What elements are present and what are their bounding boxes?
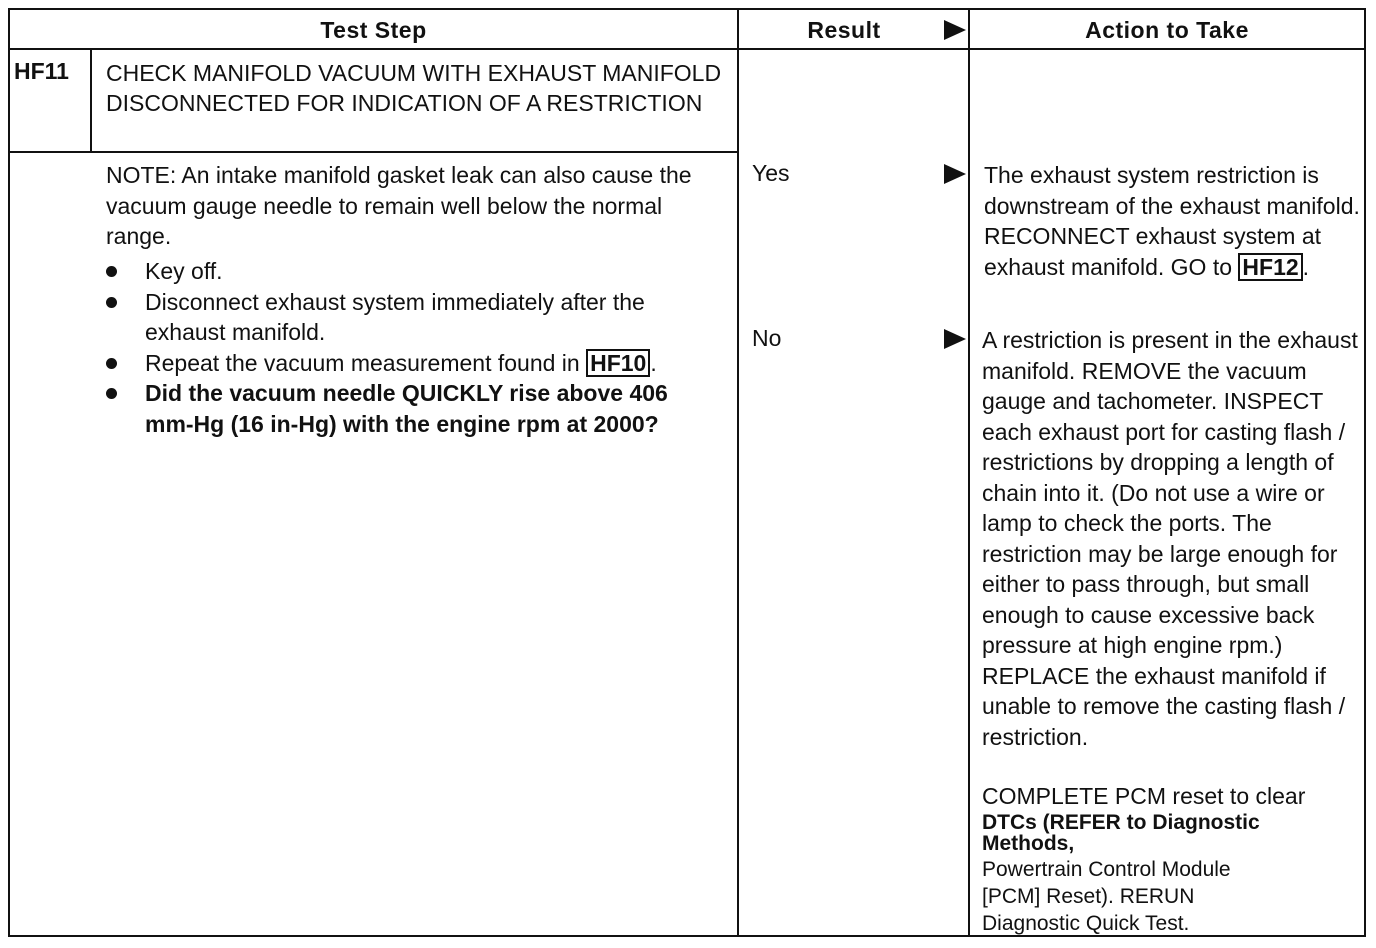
header-arrow-icon <box>944 20 966 40</box>
step-ref-hf12[interactable]: HF12 <box>1238 253 1302 281</box>
list-item <box>100 378 720 439</box>
bullet-text: Repeat the vacuum measurement found in <box>145 349 580 376</box>
no-action-text: A restriction is present in the exhaust manifold. REMOVE the vacuum gauge and tachometer. INSPECT each exhaust port for casting flash / restrictions by dropping a length of chain into it. (Do not use a wire or lamp to check the ports. The restriction may be large enough for either to pass through, but small enough to cause excessive back pressure at high engine rpm.) REPLACE the exhaust manifold if unable to remove the casting flash / restriction. <box>982 327 1358 750</box>
no-arrow-icon <box>944 329 966 349</box>
no-action-complete-line: COMPLETE PCM reset to clear <box>982 783 1306 809</box>
bullet-text: Disconnect exhaust system immediately after the exhaust manifold. <box>145 288 645 345</box>
list-item <box>100 256 720 287</box>
list-item <box>100 348 720 379</box>
action-column-divider <box>968 8 970 936</box>
no-action-rerun-line: Diagnostic Quick Test. <box>982 912 1190 935</box>
yes-action-tail: . <box>1302 253 1310 280</box>
step-ref-hf10[interactable]: HF10 <box>586 349 650 377</box>
bullet-text: Key off. <box>145 258 223 284</box>
table-left-border <box>8 8 10 936</box>
result-column-divider <box>737 8 739 936</box>
table-bottom-border <box>8 935 1366 937</box>
list-item <box>100 287 720 348</box>
step-title: CHECK MANIFOLD VACUUM WITH EXHAUST MANIFOLD DISCONNECTED FOR INDICATION OF A RESTRICTION <box>106 60 722 116</box>
header-result: Result <box>807 16 881 43</box>
bullet-tail: . <box>650 349 657 376</box>
result-yes: Yes <box>752 160 790 186</box>
step-note: NOTE: An intake manifold gasket leak can also cause the vacuum gauge needle to remain well below the normal range. <box>106 162 692 249</box>
no-action-dtc-line: DTCs (REFER to Diagnostic <box>982 811 1260 834</box>
result-no: No <box>752 325 782 351</box>
no-action-methods-line: Methods, <box>982 832 1075 855</box>
yes-action-text: The exhaust system restriction is downstream of the exhaust manifold. RECONNECT exhaust system at exhaust manifold. GO to <box>984 162 1360 280</box>
step-bullet-list <box>100 256 720 439</box>
table-top-border <box>8 8 1366 10</box>
step-id: HF11 <box>14 58 69 84</box>
header-test-step: Test Step <box>320 16 427 43</box>
header-bottom-border <box>8 48 1366 50</box>
no-action-pcm-line: Powertrain Control Module <box>982 858 1231 881</box>
header-action: Action to Take <box>1085 16 1249 43</box>
yes-arrow-icon <box>944 164 966 184</box>
yes-action <box>984 160 1364 282</box>
step-id-divider <box>90 48 92 152</box>
no-action-reset-line: [PCM] Reset). RERUN <box>982 885 1195 908</box>
bullet-question: Did the vacuum needle QUICKLY rise above 406 mm-Hg (16 in-Hg) with the engine rpm at 2000? <box>145 380 668 437</box>
step-title-bottom-border <box>8 151 738 153</box>
